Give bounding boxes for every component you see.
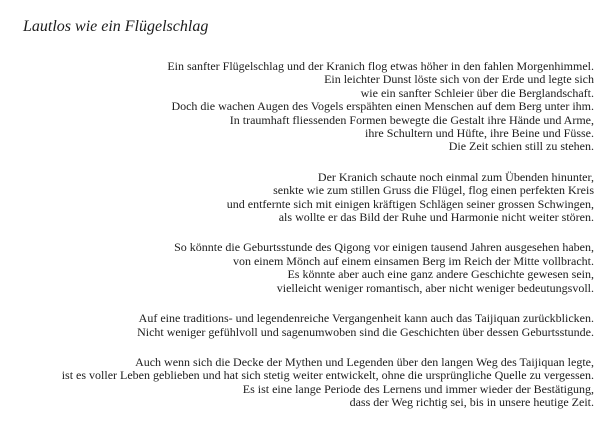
page-title: Lautlos wie ein Flügelschlag [23,18,209,35]
text-line: und entfernte sich mit einigen kräftigen Schlägen seiner grossen Schwingen, [226,196,594,211]
paragraph [4,241,594,295]
text-line: senkte wie zum stillen Gruss die Flügel, flog einen perfekten Kreis [273,183,594,198]
text-line: Der Kranich schaute noch einmal zum Übenden hinunter, [317,169,594,184]
text-line: dass der Weg richtig sei, bis in unsere heutige Zeit. [349,395,594,410]
text-line: Auch wenn sich die Decke der Mythen und Legenden über den langen Weg des Taijiquan legte, [135,354,594,369]
text-line: wie ein sanfter Schleier über die Berglandschaft. [360,85,594,100]
paragraph [4,60,594,154]
text-line: Doch die wachen Augen des Vogels erspähten einen Menschen auf dem Berg unter ihm. [171,99,594,114]
text-line: ihre Schultern und Hüfte, ihre Beine und Füsse. [365,126,594,141]
text-line: Nicht weniger gefühlvoll und sagenumwoben sind die Geschichten über dessen Geburtsstunde. [137,324,594,339]
text-line: als wollte er das Bild der Ruhe und Harmonie nicht weiter stören. [278,210,594,225]
text-line: vielleicht weniger romantisch, aber nicht weniger bedeutungsvoll. [276,280,594,295]
text-line: Die Zeit schien still zu stehen. [448,139,594,154]
paragraph [4,356,594,410]
text-line: von einem Mönch auf einem einsamen Berg im Reich der Mitte vollbracht. [232,253,594,268]
paragraph [4,312,594,339]
document-body [4,60,594,410]
text-line: Ein sanfter Flügelschlag und der Kranich flog etwas höher in den fahlen Morgenhimmel. [167,59,594,73]
text-line: So könnte die Geburtsstunde des Qigong vor einigen tausend Jahren ausgesehen haben, [174,240,594,255]
text-line: ist es voller Leben geblieben und hat sich stetig weiter entwickelt, ohne die ursprüngliche Quelle zu vergessen. [61,368,594,383]
text-line: Es ist eine lange Periode des Lernens und immer wieder der Bestätigung, [242,381,594,396]
text-line: Ein leichter Dunst löste sich von der Erde und legte sich [324,72,594,87]
text-line: In traumhaft fliessenden Formen bewegte die Gestalt ihre Hände und Arme, [229,112,594,127]
text-line: Es könnte aber auch eine ganz andere Geschichte gewesen sein, [287,267,594,282]
paragraph [4,171,594,225]
text-line: Auf eine traditions- und legendenreiche Vergangenheit kann auch das Taijiquan zurückblicken. [138,311,594,326]
